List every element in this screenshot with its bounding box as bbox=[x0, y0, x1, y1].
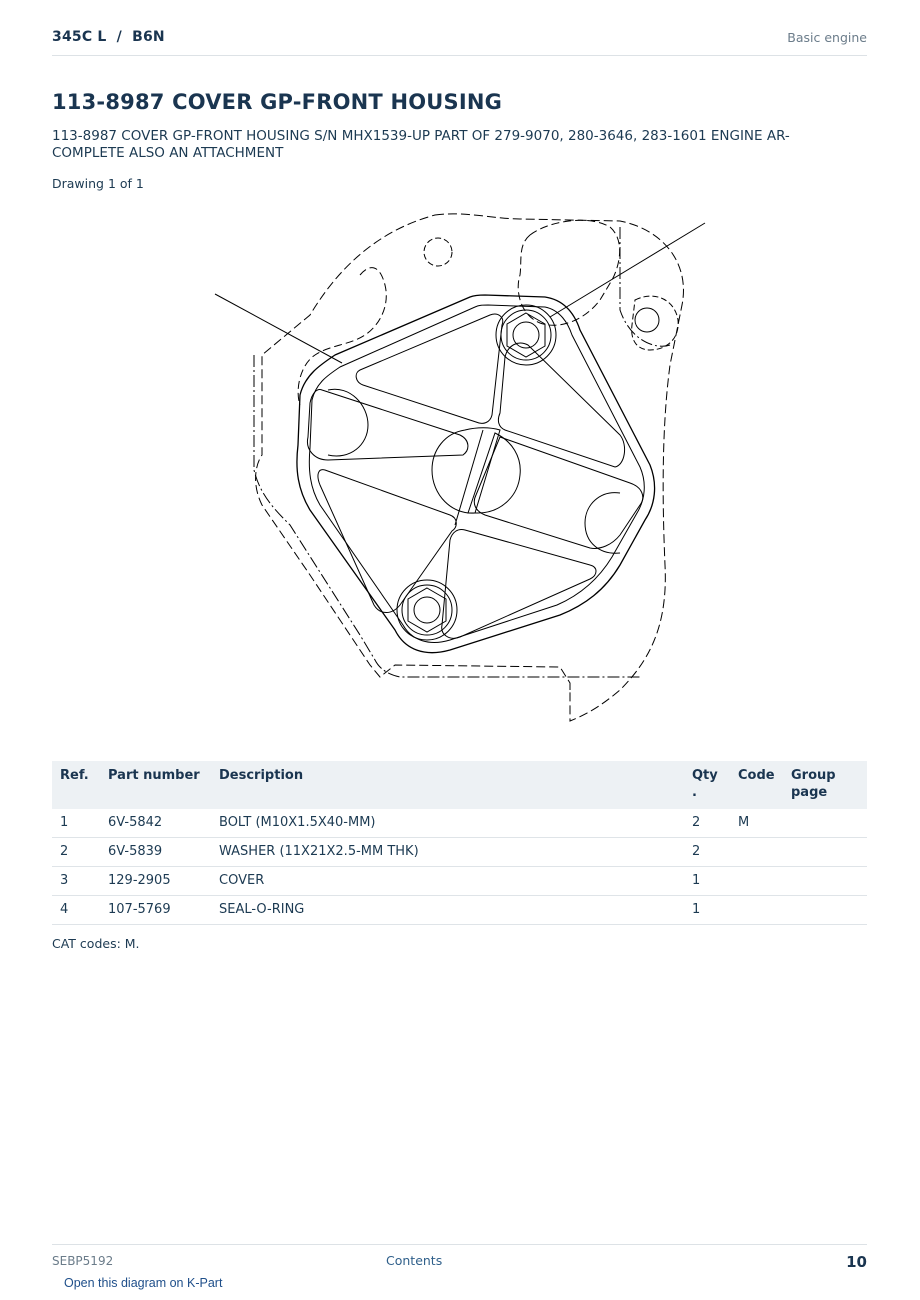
cell-ref: 3 bbox=[52, 867, 106, 896]
drawing-counter: Drawing 1 of 1 bbox=[52, 176, 144, 191]
cell-code bbox=[730, 867, 783, 896]
cat-codes-note: CAT codes: M. bbox=[52, 936, 140, 951]
table-header-row bbox=[52, 761, 867, 809]
document-id: SEBP5192 bbox=[52, 1254, 114, 1268]
parts-diagram bbox=[200, 205, 720, 730]
cell-description: SEAL-O-RING bbox=[211, 896, 684, 925]
model-label: 345C L / B6N bbox=[52, 29, 165, 45]
cell-qty: 1 bbox=[684, 867, 730, 896]
leader-line-bolt bbox=[550, 223, 705, 317]
col-description: Description bbox=[219, 768, 304, 783]
cell-group-page bbox=[783, 838, 867, 867]
col-code: Code bbox=[738, 768, 775, 783]
cell-group-page bbox=[783, 809, 867, 838]
table-row bbox=[52, 838, 867, 867]
section-label: Basic engine bbox=[787, 30, 867, 45]
cell-ref: 4 bbox=[52, 896, 106, 925]
page-number: 10 bbox=[846, 1253, 867, 1271]
housing-outline bbox=[256, 214, 684, 721]
table-row bbox=[52, 809, 867, 838]
cell-description: WASHER (11X21X2.5-MM THK) bbox=[211, 838, 684, 867]
cell-code bbox=[730, 838, 783, 867]
cell-part-number: 6V-5842 bbox=[106, 809, 211, 838]
col-group-page: Group page bbox=[791, 768, 836, 800]
cell-part-number: 107-5769 bbox=[106, 896, 211, 925]
cell-part-number: 6V-5839 bbox=[106, 838, 211, 867]
cell-qty: 2 bbox=[684, 838, 730, 867]
cell-group-page bbox=[783, 867, 867, 896]
contents-link[interactable]: Contents bbox=[386, 1253, 443, 1268]
cell-qty: 1 bbox=[684, 896, 730, 925]
page-header bbox=[52, 29, 867, 56]
cell-code: M bbox=[730, 809, 783, 838]
locating-hole-top bbox=[424, 238, 452, 266]
table-row bbox=[52, 896, 867, 925]
col-ref: Ref. bbox=[60, 768, 89, 783]
page-footer bbox=[52, 1244, 867, 1275]
cell-code bbox=[730, 896, 783, 925]
parts-table bbox=[52, 761, 867, 925]
col-part-number: Part number bbox=[108, 768, 200, 783]
bolt-top bbox=[496, 305, 556, 365]
right-notch bbox=[585, 493, 620, 554]
cell-description: BOLT (M10X1.5X40-MM) bbox=[211, 809, 684, 838]
cell-ref: 1 bbox=[52, 809, 106, 838]
col-qty: Qty . bbox=[692, 768, 718, 800]
cell-part-number: 129-2905 bbox=[106, 867, 211, 896]
page-title: 113-8987 COVER GP-FRONT HOUSING bbox=[52, 90, 503, 114]
cell-group-page bbox=[783, 896, 867, 925]
cell-description: COVER bbox=[211, 867, 684, 896]
left-notch bbox=[328, 389, 368, 456]
cell-qty: 2 bbox=[684, 809, 730, 838]
leader-line-cover bbox=[215, 294, 342, 363]
kpart-link[interactable]: Open this diagram on K-Part bbox=[64, 1276, 223, 1290]
table-row bbox=[52, 867, 867, 896]
page-subtitle: 113-8987 COVER GP-FRONT HOUSING S/N MHX1539-UP PART OF 279-9070, 280-3646, 283-1601 ENGINE AR-COMPLETE ALSO AN ATTACHMENT bbox=[52, 128, 790, 161]
cover-plate bbox=[297, 295, 655, 653]
locating-hole-right bbox=[635, 308, 659, 332]
bolt-bottom bbox=[397, 580, 457, 640]
cell-ref: 2 bbox=[52, 838, 106, 867]
